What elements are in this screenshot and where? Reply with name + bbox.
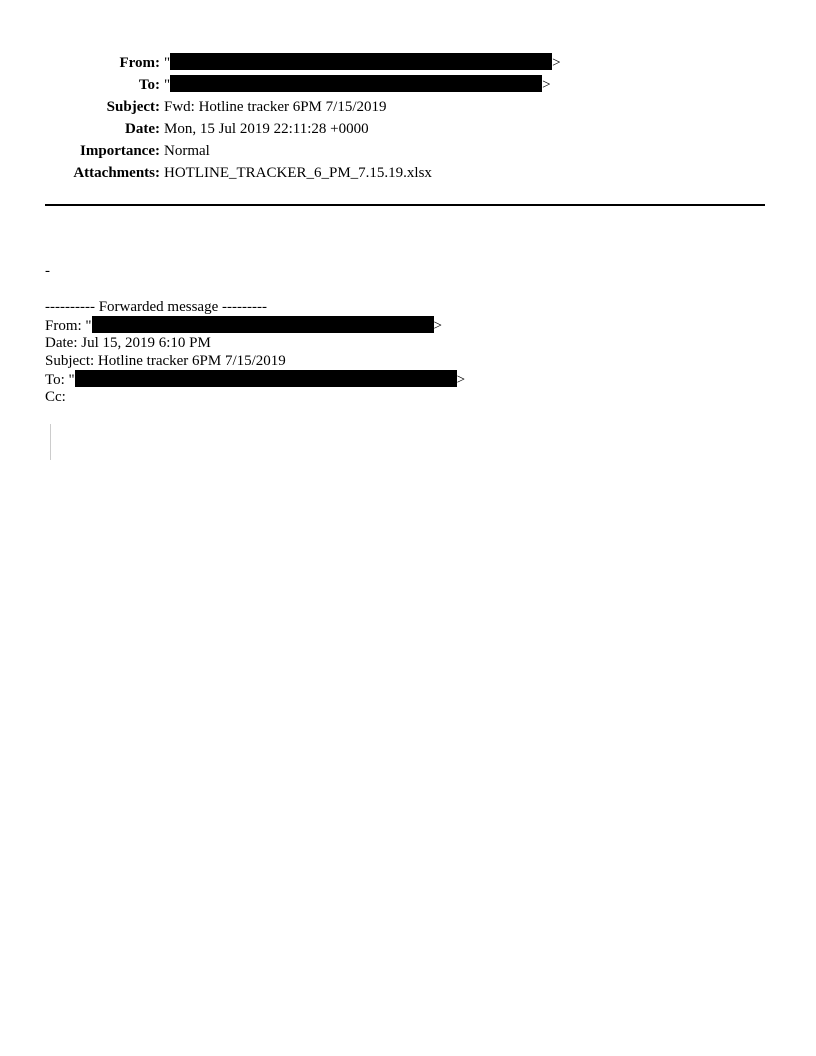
forwarded-to-bracket: > [456, 372, 466, 388]
email-header [0, 52, 816, 184]
to-label: To: [138, 77, 160, 93]
subject-value: Fwd: Hotline tracker 6PM 7/15/2019 [164, 99, 387, 115]
redaction-box [75, 370, 457, 387]
redaction-box [92, 316, 434, 333]
forwarded-to-prefix: To: " [45, 372, 75, 388]
from-quote: " [164, 55, 171, 71]
to-bracket: > [542, 77, 551, 93]
body-dash: - [45, 263, 50, 279]
date-row [0, 118, 816, 140]
attachment-link[interactable]: HOTLINE_TRACKER_6_PM_7.15.19.xlsx [164, 165, 432, 181]
subject-row [0, 96, 816, 118]
forwarded-from-line [45, 316, 765, 334]
importance-row [0, 140, 816, 162]
forwarded-divider: ---------- Forwarded message --------- [45, 299, 267, 315]
importance-label: Importance: [80, 143, 160, 159]
forwarded-to-line [45, 370, 765, 388]
importance-value: Normal [164, 143, 210, 159]
date-label: Date: [125, 121, 160, 137]
forwarded-from-bracket: > [433, 318, 443, 334]
from-value [164, 52, 561, 74]
subject-label: Subject: [106, 99, 160, 115]
header-divider [45, 204, 765, 206]
from-bracket: > [552, 55, 561, 71]
forwarded-message-block [45, 298, 765, 406]
from-label: From: [119, 55, 160, 71]
redaction-box [170, 53, 552, 70]
to-value [164, 74, 551, 96]
forwarded-from-prefix: From: " [45, 318, 92, 334]
quote-bar [50, 424, 51, 460]
forwarded-subject-line: Subject: Hotline tracker 6PM 7/15/2019 [45, 353, 286, 369]
attachments-row [0, 162, 816, 184]
to-quote: " [164, 77, 171, 93]
from-row [0, 52, 816, 74]
to-row [0, 74, 816, 96]
attachments-label: Attachments: [73, 165, 160, 181]
forwarded-date-line: Date: Jul 15, 2019 6:10 PM [45, 335, 211, 351]
date-value: Mon, 15 Jul 2019 22:11:28 +0000 [164, 121, 369, 137]
forwarded-cc-line: Cc: [45, 389, 66, 405]
redaction-box [170, 75, 542, 92]
